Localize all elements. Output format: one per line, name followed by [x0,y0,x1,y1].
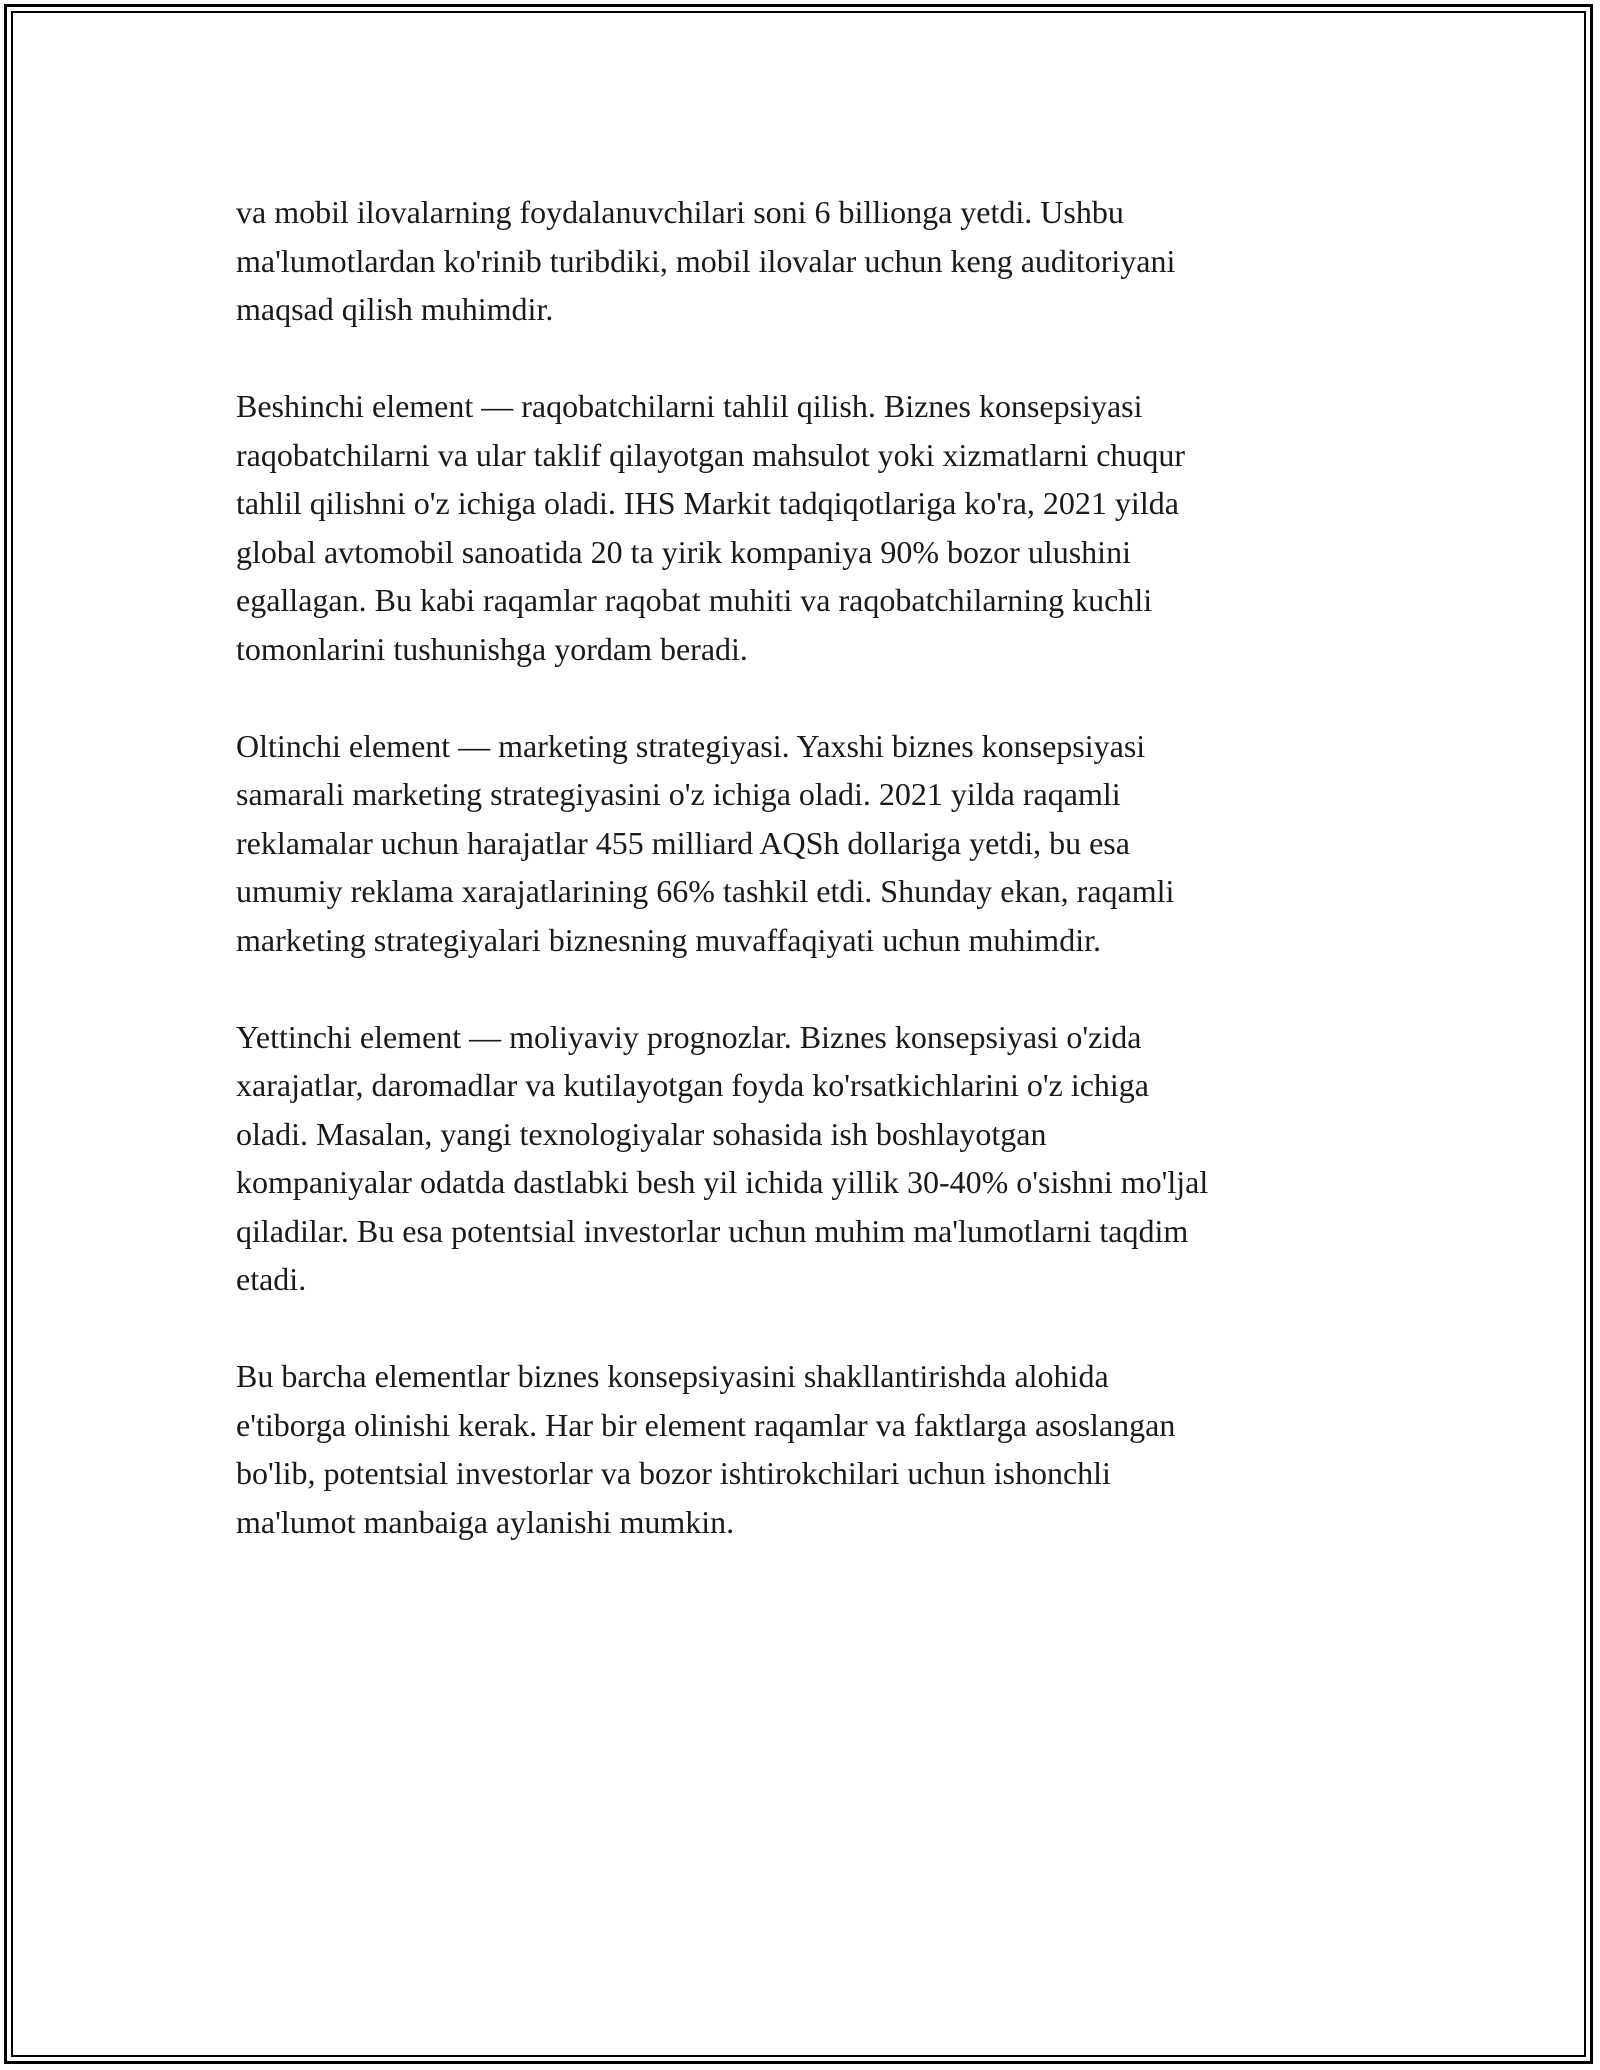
text-line: Bu barcha elementlar biznes konsepsiyasini shakllantirishda alohida [236,1358,1109,1394]
text-line: kompaniyalar odatda dastlabki besh yil ichida yillik 30-40% o'sishni mo'ljal [236,1164,1209,1200]
text-line: umumiy reklama xarajatlarining 66% tashkil etdi. Shunday ekan, raqamli [236,873,1175,909]
text-line: bo'lib, potentsial investorlar va bozor ishtirokchilari uchun ishonchli [236,1455,1111,1491]
document-body [236,188,1366,1546]
text-line: marketing strategiyalari biznesning muvaffaqiyati uchun muhimdir. [236,921,1101,958]
text-line: egallagan. Bu kabi raqamlar raqobat muhiti va raqobatchilarning kuchli [236,582,1153,618]
text-line: tomonlarini tushunishga yordam beradi. [236,630,748,667]
text-line: oladi. Masalan, yangi texnologiyalar sohasida ish boshlayotgan [236,1115,1047,1152]
paragraph-5 [236,1352,1366,1546]
paragraph-3 [236,722,1366,965]
paragraph-4 [236,1013,1366,1304]
text-line: etadi. [236,1261,307,1297]
text-line: ma'lumotlardan ko'rinib turibdiki, mobil ilovalar uchun keng auditoriyani [236,242,1176,279]
text-line: reklamalar uchun harajatlar 455 milliard AQSh dollariga yetdi, bu esa [236,824,1130,861]
text-line: ma'lumot manbaiga aylanishi mumkin. [236,1503,735,1540]
text-line: va mobil ilovalarning foydalanuvchilari soni 6 billionga yetdi. Ushbu [236,194,1124,230]
text-line: maqsad qilish muhimdir. [236,291,554,327]
paragraph-1 [236,188,1366,334]
text-line: Beshinchi element — raqobatchilarni tahlil qilish. Biznes konsepsiyasi [236,388,1143,424]
text-line: qiladilar. Bu esa potentsial investorlar uchun muhim ma'lumotlarni taqdim [236,1212,1189,1249]
text-line: xarajatlar, daromadlar va kutilayotgan foyda ko'rsatkichlarini o'z ichiga [236,1067,1149,1103]
text-line: Oltinchi element — marketing strategiyasi. Yaxshi biznes konsepsiyasi [236,727,1146,764]
text-line: e'tiborga olinishi kerak. Har bir element raqamlar va faktlarga asoslangan [236,1406,1176,1443]
text-line: global avtomobil sanoatida 20 ta yirik kompaniya 90% bozor ulushini [236,533,1131,570]
text-line: samarali marketing strategiyasini o'z ichiga oladi. 2021 yilda raqamli [236,776,1121,812]
text-line: raqobatchilarni va ular taklif qilayotgan mahsulot yoki xizmatlarni chuqur [236,436,1186,473]
text-line: tahlil qilishni o'z ichiga oladi. IHS Markit tadqiqotlariga ko'ra, 2021 yilda [236,485,1179,521]
text-line: Yettinchi element — moliyaviy prognozlar. Biznes konsepsiyasi o'zida [236,1018,1142,1055]
paragraph-2 [236,382,1366,673]
